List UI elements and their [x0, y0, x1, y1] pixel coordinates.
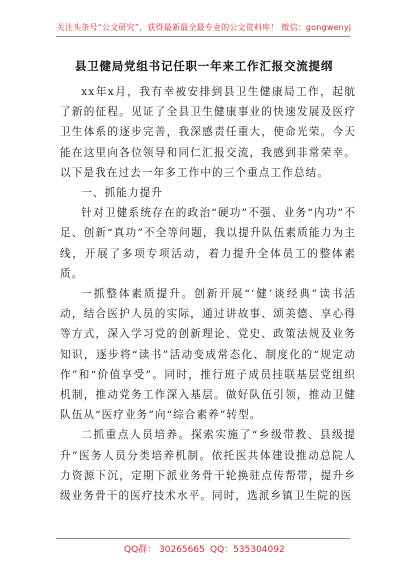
footer-divider — [56, 538, 350, 539]
document-title: 县卫健局党组书记任职一年来工作汇报交流提纲 — [74, 59, 334, 73]
footer-qq-group: QQ群： 30265665 — [124, 545, 205, 555]
section-heading: 一、抓能力提升 — [81, 187, 164, 200]
header-divider — [56, 36, 350, 37]
header-banner: 关注头条号“公文研究”，获得最新最全最专业的公文资料库！ 微信：gongwenyj — [56, 23, 352, 32]
document-body — [60, 82, 356, 506]
intro-paragraph: xx年x月，我有幸被安排到县卫生健康局工作，起航了新的征程。见证了全县卫生健康事业的快速发展及医疗卫生体系的逐步完善，我深感责任重大，使命光荣。今天能在这里向各位领导和同仁汇报交流，我感到非常荣幸。以下是我在过去一年多工作中的三个重点工作总结。 — [60, 86, 356, 179]
section-paragraph: 二抓重点人员培养。探索实施了“乡级带教、县级提升”医务人员分类培养机制。依托医共体建设推动总院人力资源下沉，定期下派业务骨干轮换驻点传帮带，提升乡级业务骨干的医疗技术水平。同时，选派乡镇卫生院的医 — [60, 429, 356, 503]
section-paragraph: 一抓整体素质提升。创新开展“‘健’谈经典”读书活动，结合医护人员的实际，通过讲故事、颂美德、享心得等方式，深入学习党的创新理论、党史、政策法规及业务知识，逐步将“读书”活动变成常态化、制度化的“规定动作”和“价值享受”。同时，推行班子成员挂联基层党组织机制，推动党务工作深入基层。做好队伍引领，推动卫健队伍从“医疗业务”向“综合素养”转型。 — [60, 288, 356, 422]
section-paragraph: 针对卫健系统存在的政治“硬功”不强、业务“内功”不足、创新“真功”不全等问题，我以提升队伍素质能力为主线，开展了多项专项活动，着力提升全体员工的整体素质。 — [60, 207, 356, 280]
footer-qq: QQ：535304092 — [210, 545, 285, 555]
